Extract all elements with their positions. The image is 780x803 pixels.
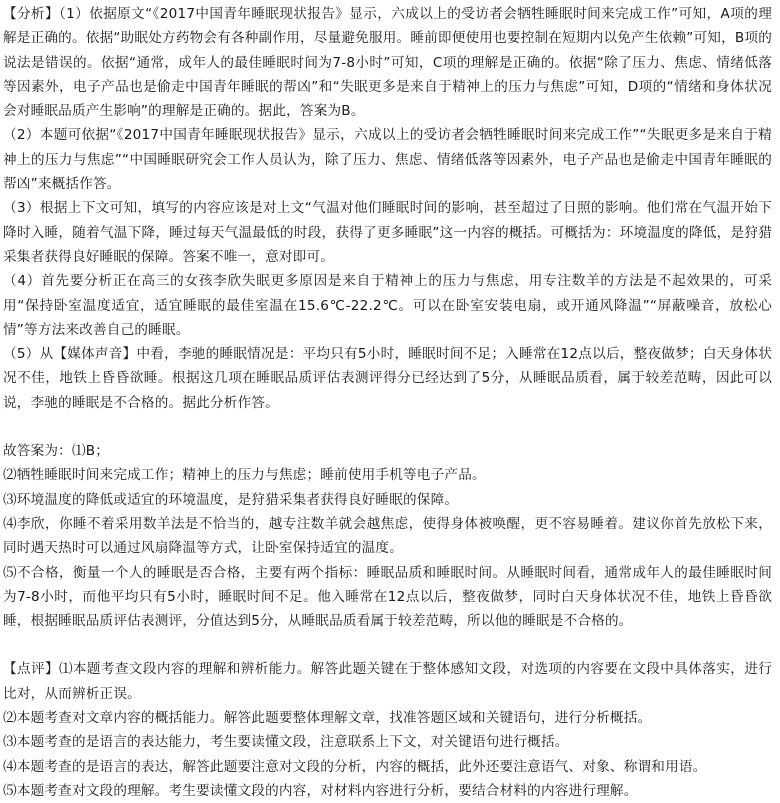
commentary-5: ⑸本题考查对文段的理解。考生要读懂文段的内容，对材料内容进行分析，要结合材料的内容进行理解。 (3, 782, 638, 799)
answer-5: ⑸不合格，衡量一个人的睡眠是否合格，主要有两个指标：睡眠品质和睡眠时间。从睡眠时间看，通常成年人的最佳睡眠时间为7-8小时，而他平均只有5小时，睡眠时间不足。他入睡常在12点以后，整夜做梦，同时白天身体状况不佳，地铁上昏昏欲睡，根据睡眠品质评估表测评，分值达到5分，从睡眠品质看属于较差范畴，所以他的睡眠是不合格的。 (3, 564, 772, 630)
answer-4: ⑷李欣，你睡不着采用数羊法是不恰当的，越专注数羊就会越焦虑，使得身体被唤醒，更不容易睡着。建议你首先放松下来，同时遇天热时可以通过风扇降温等方式，让卧室保持适宜的温度。 (3, 515, 772, 557)
answer-2: ⑵牺牲睡眠时间来完成工作；精神上的压力与焦虑；睡前使用手机等电子产品。 (3, 467, 486, 484)
section-spacer (3, 415, 772, 439)
answers-section (3, 439, 772, 633)
analysis-paragraph-2: （2）本题可依据“《2017中国青年睡眠现状报告》显示，六成以上的受访者会牺牲睡眠时间来完成工作”“失眠更多是来自于精神上的压力与焦虑”“中国睡眠研究会工作人员认为，除了压力、焦虑、情绪低落等因素外，电子产品也是偷走中国青年睡眠的帮凶”来概括作答。 (3, 127, 772, 193)
commentary-1: 【点评】⑴本题考查文段内容的理解和辨析能力。解答此题关键在于整体感知文段，对选项的内容要在文段中具体落实，进行比对，从而辨析正误。 (3, 661, 772, 702)
commentary-section (3, 657, 772, 803)
commentary-3: ⑶本题考查的是语言的表达能力，考生要读懂文段，注意联系上下文，对关键语句进行概括。 (3, 734, 569, 751)
analysis-paragraph-5: （5）从【媒体声音】中看，李驰的睡眠情况是：平均只有5小时，睡眠时间不足；入睡常在12点以后，整夜做梦；白天身体状况不佳，地铁上昏昏欲睡。根据这几项在睡眠品质评估表测评得分已经达到了5分，从睡眠品质看，属于较差范畴，因此可以说，李驰的睡眠是不合格的。据此分析作答。 (3, 346, 772, 411)
analysis-paragraph-3: （3）根据上下文可知，填写的内容应该是对上文“气温对他们睡眠时间的影响，甚至超过了日照的影响。他们常在气温开始下降时入睡，随着气温下降，睡过每天气温最低的时段，获得了更多睡眠”这一内容的概括。可概括为：环境温度的降低，是狩猎采集者获得良好睡眠的保障。答案不唯一，意对即可。 (3, 200, 772, 265)
analysis-paragraph-1: 【分析】（1）依据原文“《2017中国青年睡眠现状报告》显示，六成以上的受访者会牺牲睡眠时间来完成工作”可知，A项的理解是正确的。依据“助眠处方药物会有各种副作用，尽量避免服用。睡前即便使用也要控制在短期内以免产生依赖”可知，B项的说法是错误的。依据“通常，成年人的最佳睡眠时间为7-8小时”可知，C项的理解是正确的。依据“除了压力、焦虑、情绪低落等因素外，电子产品也是偷走中国青年睡眠的帮凶”和“失眠更多是来自于精神上的压力与焦虑”可知，D项的“情绪和身体状况会对睡眠品质产生影响”的理解是正确的。据此，答案为B。 (3, 6, 772, 120)
answer-intro: 故答案为：⑴B； (3, 443, 110, 460)
section-spacer (3, 633, 772, 657)
analysis-paragraph-4: （4）首先要分析正在高三的女孩李欣失眠更多原因是来自于精神上的压力与焦虑，用专注数羊的方法是不起效果的，可采用“保持卧室温度适宜，适宜睡眠的最佳室温在15.6℃-22.2℃。可以在卧室安装电扇，或开通风降温”“屏蔽噪音，放松心情”等方法来改善自己的睡眠。 (3, 273, 772, 338)
analysis-section (3, 2, 772, 415)
commentary-4: ⑷本题考查的是语言的表达，解答此题要注意对文段的分析，内容的概括，此外还要注意语气、对象、称谓和用语。 (3, 758, 707, 775)
commentary-2: ⑵本题考查对文章内容的概括能力。解答此题要整体理解文章，找准答题区域和关键语句，进行分析概括。 (3, 710, 652, 727)
answer-3: ⑶环境温度的降低或适宜的环境温度，是狩猎采集者获得良好睡眠的保障。 (3, 491, 459, 508)
